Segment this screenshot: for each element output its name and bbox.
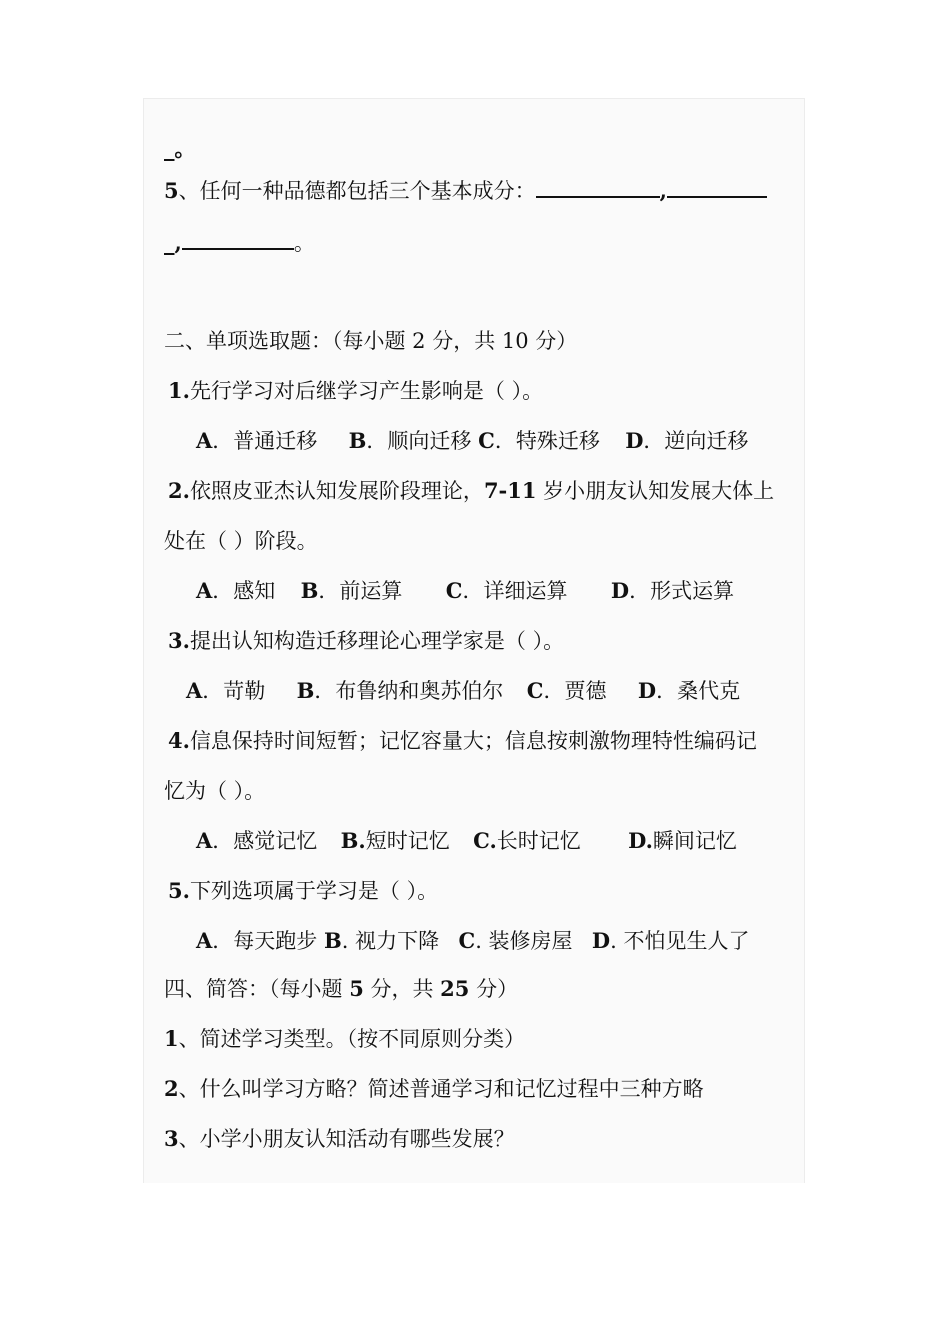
question-text: 、简述学习类型。（按不同原则分类） (178, 1027, 526, 1051)
mc-question-3 (168, 627, 564, 655)
short-answer-question-3 (164, 1125, 515, 1153)
mc-options-4 (196, 827, 737, 855)
option-label: D (610, 578, 630, 603)
age-range: 7-11 (483, 478, 537, 503)
option-text: ．前运算 (318, 579, 403, 603)
question-text: 、小学小朋友认知活动有哪些发展？ (178, 1127, 515, 1151)
option-label: A (186, 678, 203, 703)
option-text: ．感知 (212, 579, 276, 603)
section-4-title (164, 975, 518, 1003)
question-number: 1 (164, 1026, 179, 1051)
option-label: C (445, 578, 463, 603)
option-text: . 装修房屋 (475, 929, 573, 953)
option-label: D (625, 428, 644, 453)
option-text: ．普通迁移 (212, 429, 318, 453)
mc-question-4 (168, 727, 757, 755)
option-label: C. (473, 828, 497, 853)
option-label: B (348, 428, 367, 453)
question-text: 信息保持时间短暂；记忆容量大；信息按刺激物理特性编码记 (189, 729, 757, 753)
option-label: A (196, 428, 213, 453)
answer-blank (536, 192, 660, 198)
option-label: C (458, 928, 476, 953)
mc-question-1 (168, 377, 543, 405)
option-text: ．布鲁纳和奥苏伯尔 (314, 679, 504, 703)
section-2-title: 二、单项选取题：（每小题 2 分，共 10 分） (164, 329, 578, 353)
option-label: A (196, 828, 213, 853)
question-text: 先行学习对后继学习产生影响是（ ）。 (189, 379, 544, 403)
sentence-end: 。 (293, 231, 315, 255)
option-label: B (323, 928, 342, 953)
option-text: ．形式运算 (629, 579, 735, 603)
option-text: . 不怕见生人了 (610, 929, 750, 953)
question-number: 3 (164, 1126, 179, 1151)
answer-blank (667, 192, 767, 198)
document-page (143, 98, 805, 1183)
option-text: ．特殊迁移 (494, 429, 600, 453)
question-number: 1. (168, 378, 190, 403)
option-text: ．顺向迁移 (366, 429, 472, 453)
mc-question-4-cont: 忆为（ ）。 (164, 779, 266, 803)
option-label: D (591, 928, 611, 953)
question-text: 下列选项属于学习是（ ）。 (189, 879, 439, 903)
separator: _, (164, 230, 182, 255)
option-label: B (296, 678, 315, 703)
option-text: 瞬间记忆 (652, 829, 737, 853)
section-title-part: 分，共 (363, 977, 441, 1001)
option-text: ．贾德 (543, 679, 607, 703)
question-number: 4. (168, 728, 190, 753)
option-label: C (478, 428, 495, 453)
option-text: ．桑代克 (656, 679, 741, 703)
option-text: ．每天跑步 (212, 929, 318, 953)
question-text: 依照皮亚杰认知发展阶段理论， (189, 479, 484, 503)
question-text: 、任何一种品德都包括三个基本成分： (178, 179, 536, 203)
option-label: D (637, 678, 657, 703)
question-number: 5. (168, 878, 190, 903)
short-answer-question-1 (164, 1025, 525, 1053)
section-title-part: 四、简答：（每小题 (164, 977, 350, 1001)
mc-question-2 (168, 477, 774, 505)
question-number: 5 (164, 178, 179, 203)
mc-options-3 (186, 677, 740, 705)
question-number: 2 (164, 1076, 179, 1101)
question-text: 提出认知构造迁移理论心理学家是（ ）。 (189, 629, 565, 653)
total-points: 25 (440, 976, 470, 1001)
question-text: 、什么叫学习方略？简述普通学习和记忆过程中三种方略 (178, 1077, 704, 1101)
option-text: 长时记忆 (496, 829, 581, 853)
option-label: C (526, 678, 544, 703)
option-text: ．逆向迁移 (643, 429, 749, 453)
option-text: ．感觉记忆 (212, 829, 318, 853)
option-label: A (196, 928, 213, 953)
question-number: 3. (168, 628, 190, 653)
option-text: ．苛勒 (202, 679, 266, 703)
mc-question-2-cont: 处在（ ）阶段。 (164, 529, 318, 553)
separator: , (659, 178, 667, 203)
points-per-question: 5 (349, 976, 364, 1001)
question-text-end: 岁小朋友认知发展大体上 (536, 479, 775, 503)
mc-options-1 (196, 427, 748, 455)
section-title-part: 分） (469, 977, 519, 1001)
question-number: 2. (168, 478, 190, 503)
answer-blank (182, 244, 294, 250)
mc-question-5 (168, 877, 438, 905)
option-label: D. (628, 828, 653, 853)
option-label: B. (340, 828, 366, 853)
short-answer-question-2 (164, 1075, 704, 1103)
option-text: ．详细运算 (462, 579, 568, 603)
fill-in-question-5-cont (164, 229, 315, 257)
option-label: A (196, 578, 213, 603)
mc-options-5 (196, 927, 750, 955)
option-label: B (300, 578, 319, 603)
option-text: . 视力下降 (341, 929, 440, 953)
option-text: 短时记忆 (365, 829, 450, 853)
mc-options-2 (196, 577, 734, 605)
top-fragment: _。 (164, 136, 196, 161)
fill-in-question-5 (164, 177, 767, 205)
